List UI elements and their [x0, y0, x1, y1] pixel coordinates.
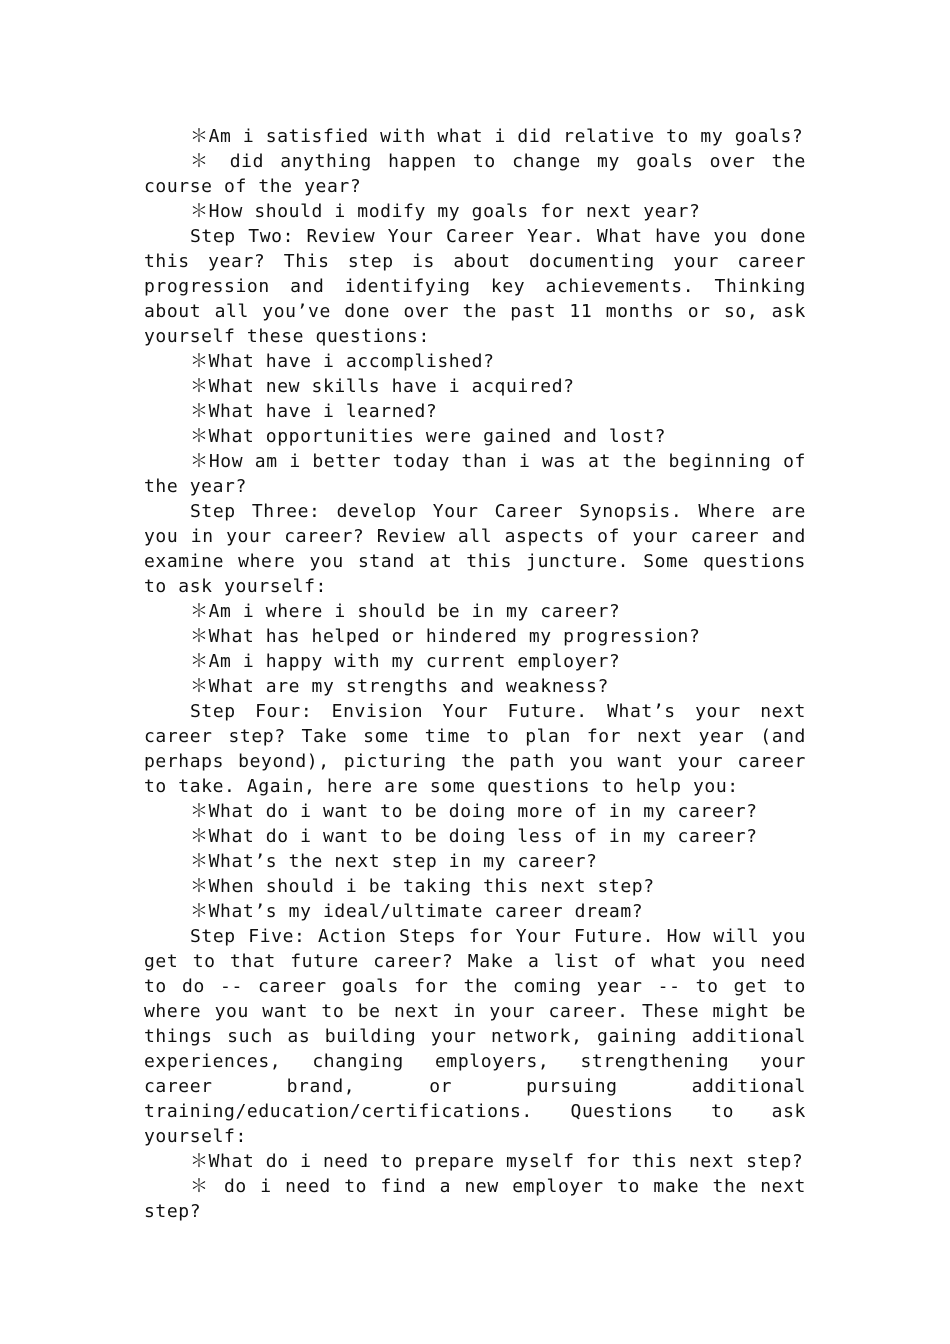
question-next-step: ＊What’s the next step in my career?: [190, 851, 598, 872]
step-four-paragraph: Step Four: Envision Your Future. What’s your next career step? Take some time to plan for next year (and perhaps beyond), picturing the path you want your career to take. Again, here are some questions to help you:: [144, 701, 806, 797]
question-prepare-myself: ＊What do i need to prepare myself for this next step?: [190, 1151, 804, 1172]
question-accomplished: ＊What have i accomplished?: [190, 351, 495, 372]
question-when-next-step: ＊When should i be taking this next step?: [190, 876, 655, 897]
question-satisfied-goals: ＊Am i satisfied with what i did relative to my goals?: [190, 126, 804, 147]
question-modify-goals: ＊How should i modify my goals for next year?: [190, 201, 701, 222]
question-better-today: ＊How am i better today than i was at the beginning of the year?: [144, 451, 806, 497]
step-three-paragraph: Step Three: develop Your Career Synopsis. Where are you in your career? Review all aspects of your career and examine where you stand at this juncture. Some questions to ask yourself:: [144, 501, 806, 597]
question-where-should-be: ＊Am i where i should be in my career?: [190, 601, 621, 622]
question-career-dream: ＊What’s my ideal/ultimate career dream?: [190, 901, 644, 922]
question-new-employer: ＊ do i need to find a new employer to make the next step?: [144, 1176, 806, 1222]
question-happy-employer: ＊Am i happy with my current employer?: [190, 651, 621, 672]
question-doing-more: ＊What do i want to be doing more of in my career?: [190, 801, 758, 822]
question-learned: ＊What have i learned?: [190, 401, 438, 422]
question-doing-less: ＊What do i want to be doing less of in my career?: [190, 826, 758, 847]
question-helped-hindered: ＊What has helped or hindered my progression?: [190, 626, 701, 647]
question-change-goals: ＊ did anything happen to change my goals over the course of the year?: [144, 151, 806, 197]
question-new-skills: ＊What new skills have i acquired?: [190, 376, 575, 397]
step-two-paragraph: Step Two: Review Your Career Year. What have you done this year? This step is about documenting your career progression and identifying key achievements. Thinking about all you’ve done over the past 11 months or so, ask yourself these questions:: [144, 226, 806, 347]
question-strengths: ＊What are my strengths and weakness?: [190, 676, 609, 697]
step-five-paragraph: Step Five: Action Steps for Your Future. How will you get to that future career? Make a list of what you need to do -- career goals for the coming year -- to get to where you want to be next in your career. These might be things such as building your network, gaining additional experiences, changing employers, strengthening your career brand, or pursuing additional training/education/certifications. Questions to ask yourself:: [144, 926, 806, 1147]
question-opportunities: ＊What opportunities were gained and lost?: [190, 426, 667, 447]
document-page: [144, 124, 806, 1224]
